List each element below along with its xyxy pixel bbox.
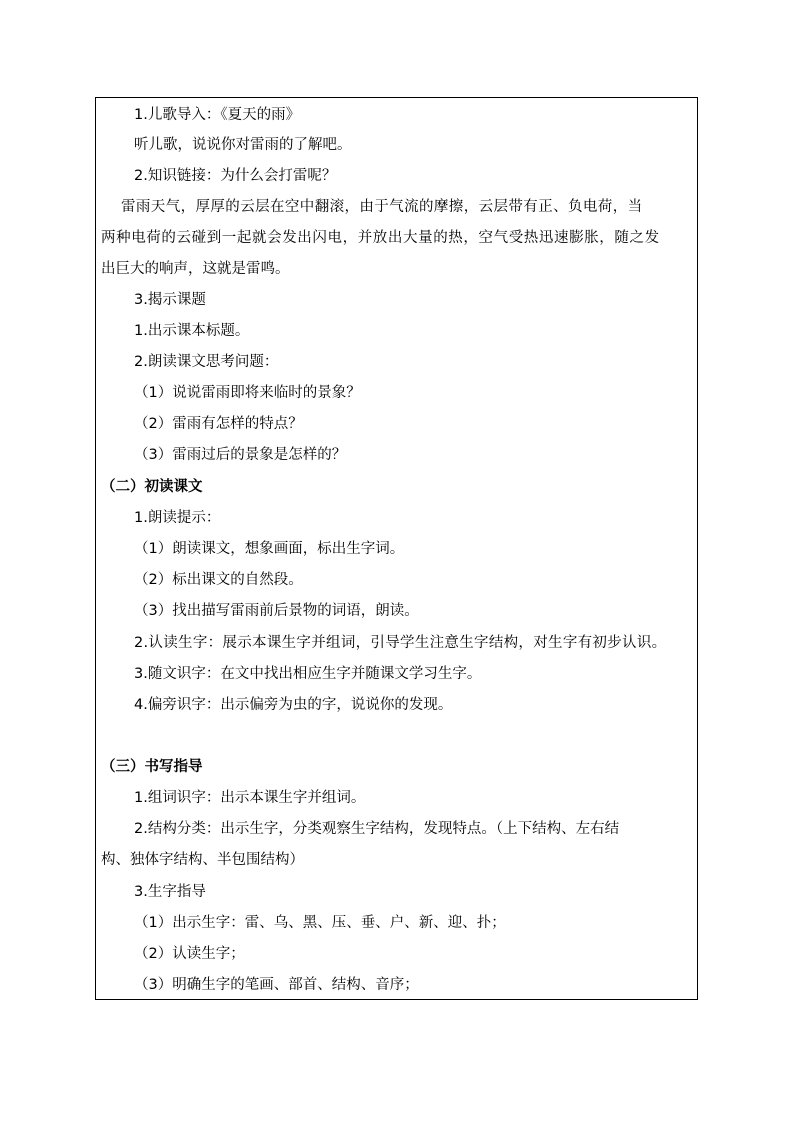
text-line: 2.结构分类：出示生字，分类观察生字结构，发现特点。（上下结构、左右结 — [134, 821, 620, 837]
text-line: 出巨大的响声，这就是雷鸣。 — [101, 261, 290, 277]
text-line: 雷雨天气，厚厚的云层在空中翻滚，由于气流的摩擦，云层带有正、负电荷，当 — [121, 199, 643, 215]
text-line: 1.朗读提示： — [134, 510, 221, 526]
text-line: （3）明确生字的笔画、部首、结构、音序； — [134, 977, 419, 993]
text-line: 1.出示课本标题。 — [134, 323, 250, 339]
text-line: （3）找出描写雷雨前后景物的词语，朗读。 — [134, 603, 419, 619]
text-line: 1.组词识字：出示本课生字并组词。 — [134, 790, 366, 806]
text-line: 1.儿歌导入：《夏天的雨》 — [134, 107, 301, 123]
text-line: 3.生字指导 — [134, 884, 206, 900]
text-line: 4.偏旁识字：出示偏旁为虫的字，说说你的发现。 — [134, 697, 453, 713]
text-line: 2.朗读课文思考问题： — [134, 354, 279, 370]
text-line: （1）朗读课文，想象画面，标出生字词。 — [134, 541, 405, 557]
text-line: （3）雷雨过后的景象是怎样的？ — [134, 447, 347, 463]
text-line: 听儿歌，说说你对雷雨的了解吧。 — [134, 137, 352, 153]
section-heading: （三）书写指导 — [101, 759, 203, 775]
text-line: 3.随文识字：在文中找出相应生字并随课文学习生字。 — [134, 666, 482, 682]
text-line: （2）雷雨有怎样的特点？ — [134, 416, 303, 432]
text-line: 3.揭示课题 — [134, 292, 206, 308]
section-heading: （二）初读课文 — [101, 479, 203, 495]
text-line: 两种电荷的云碰到一起就会发出闪电，并放出大量的热，空气受热迅速膨胀，随之发 — [101, 230, 660, 246]
text-line: 2.知识链接：为什么会打雷呢？ — [134, 168, 337, 184]
lesson-table-cell — [95, 97, 698, 1000]
text-line: （1）出示生字：雷、乌、黑、压、垂、户、新、迎、扑； — [134, 915, 506, 931]
text-line: 构、独体字结构、半包围结构） — [101, 852, 304, 868]
text-line: （2）标出课文的自然段。 — [134, 572, 303, 588]
text-line: （1）说说雷雨即将来临时的景象？ — [134, 385, 361, 401]
text-line: 2.认读生字：展示本课生字并组词，引导学生注意生字结构，对生字有初步认识。 — [134, 635, 667, 651]
text-line: （2）认读生字； — [134, 946, 245, 962]
